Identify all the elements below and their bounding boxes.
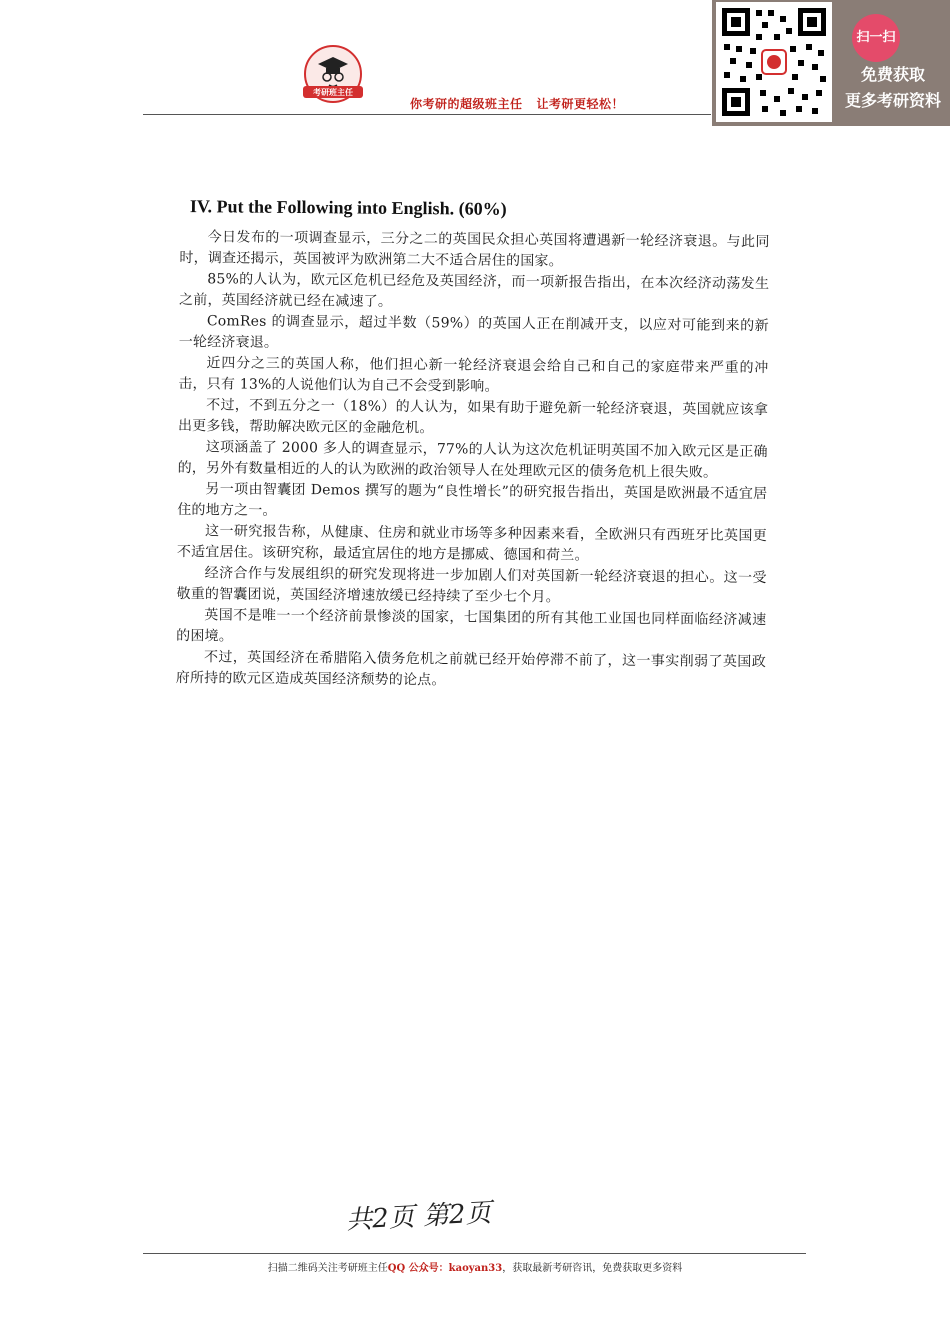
qr-code-icon[interactable] xyxy=(716,2,832,122)
footer-text-after: ，获取最新考研咨讯，免费获取更多资料 xyxy=(502,1263,683,1274)
handwritten-page-note: 共2页 第2页 xyxy=(345,1198,493,1236)
slogan-part-2: 让考研更轻松！ xyxy=(536,97,625,111)
header-divider xyxy=(143,114,711,115)
banner-line-2: 更多考研资料 xyxy=(844,91,941,110)
footer-notice xyxy=(0,1259,950,1274)
brand-logo xyxy=(296,44,370,104)
paragraph: 近四分之三的英国人称，他们担心新一轮经济衰退会给自己和自己的家庭带来严重的冲击，只有 13%的人说他们认为自己不会受到影响。 xyxy=(178,355,769,395)
paragraph: 经济合作与发展组织的研究发现将进一步加剧人们对英国新一轮经济衰退的担心。这一受敬重的智囊团说，英国经济增速放缓已经持续了至少七个月。 xyxy=(176,565,767,606)
footer-divider xyxy=(143,1253,806,1254)
slogan-part-1: 你考研的超级班主任 xyxy=(410,97,523,111)
paragraph: 这项涵盖了 2000 多人的调查显示，77%的人认为这次危机证明英国不加入欧元区是正确的，另外有数量相近的人的认为欧洲的政治领导人在处理欧元区的债务危机上很失败。 xyxy=(177,439,768,481)
paragraph: 另一项由智囊团 Demos 撰写的题为“良性增长”的研究报告指出，英国是欧洲最不适宜居住的地方之一。 xyxy=(177,481,768,519)
scan-label: 扫一扫 xyxy=(852,14,900,62)
exam-page xyxy=(176,196,770,694)
section-heading: IV. Put the Following into English. (60%) xyxy=(189,196,507,219)
banner-line-1: 免费获取 xyxy=(860,65,925,84)
paragraph: ComRes 的调查显示，超过半数（59%）的英国人正在削减开支，以应对可能到来的新一轮经济衰退。 xyxy=(178,313,769,351)
paragraph: 英国不是唯一一个经济前景惨淡的国家，七国集团的所有其他工业国也同样面临经济减速的困境。 xyxy=(176,607,767,645)
paragraph: 85%的人认为，欧元区危机已经危及英国经济，而一项新报告指出，在本次经济动荡发生之前，英国经济就已经在减速了。 xyxy=(179,271,770,310)
svg-text:考研班主任: 考研班主任 xyxy=(313,88,353,97)
paragraph: 今日发布的一项调查显示，三分之二的英国民众担心英国将遭遇新一轮经济衰退。与此同时，调查还揭示，英国被评为欧洲第二大不适合居住的国家。 xyxy=(179,229,770,270)
footer-account-highlight: QQ 公众号：kaoyan33 xyxy=(387,1263,503,1274)
paragraph: 不过，英国经济在希腊陷入债务危机之前就已经开始停滞不前了，这一事实削弱了英国政府所持的欧元区造成英国经济颓势的论点。 xyxy=(175,649,767,689)
footer-text-before: 扫描二维码关注考研班主任 xyxy=(267,1263,388,1274)
paragraph: 这一研究报告称，从健康、住房和就业市场等多种因素来看，全欧洲只有西班牙比英国更不适宜居住。该研究称，最适宜居住的地方是挪威、德国和荷兰。 xyxy=(176,523,768,564)
header-slogan xyxy=(410,95,624,112)
paragraph: 不过，不到五分之一（18%）的人认为，如果有助于避免新一轮经济衰退，英国就应该拿出更多钱，帮助解决欧元区的金融危机。 xyxy=(177,397,769,437)
qr-promo-banner[interactable] xyxy=(712,0,950,126)
